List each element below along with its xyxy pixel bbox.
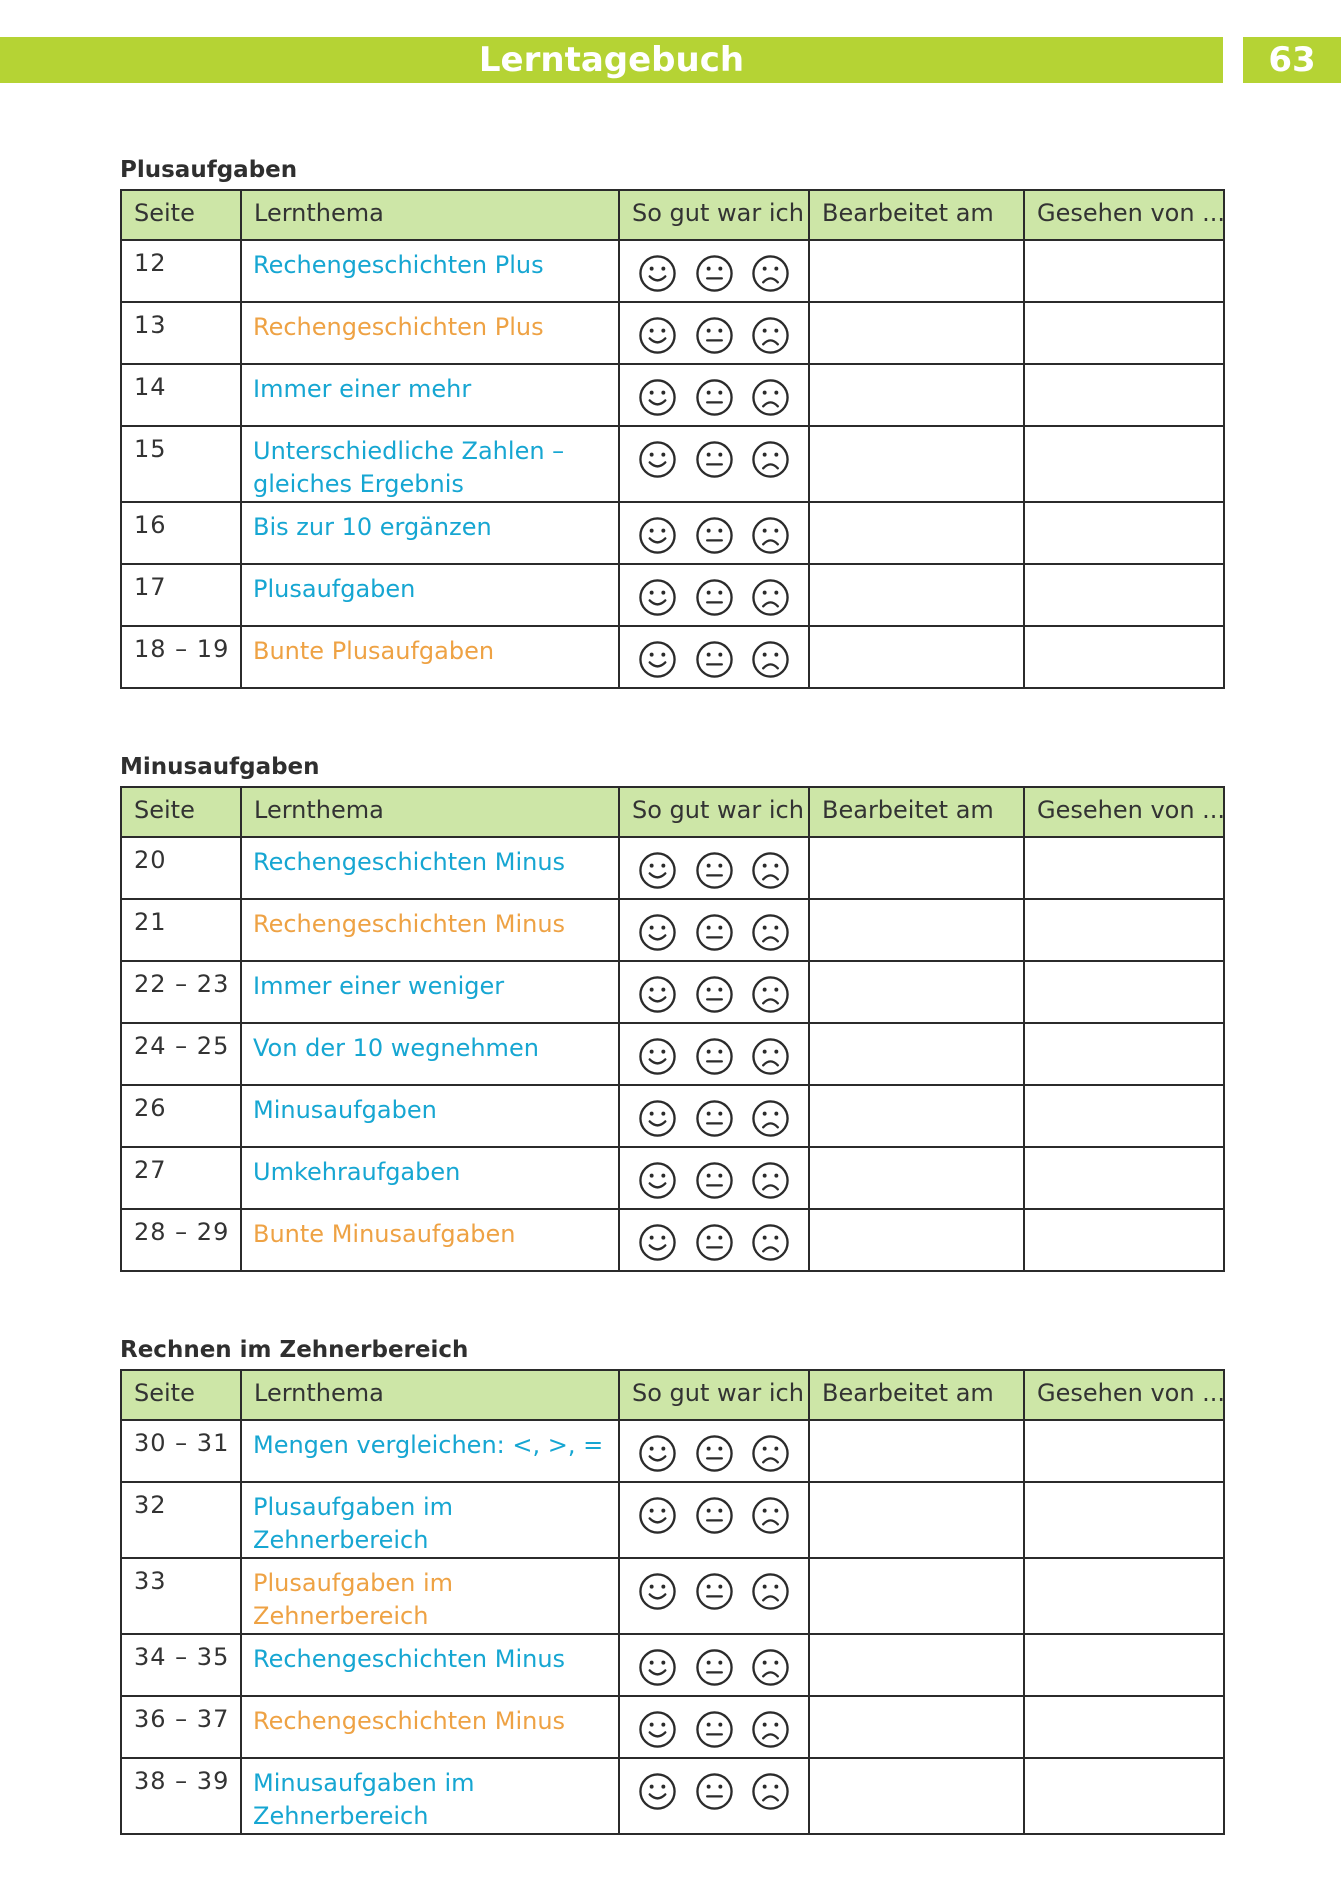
- edited-date-cell[interactable]: [809, 626, 1024, 688]
- topic-cell: Immer einer mehr: [241, 364, 619, 426]
- column-header-rating: So gut war ich: [619, 787, 809, 837]
- topic-cell: Rechengeschichten Plus: [241, 240, 619, 302]
- table-row: [121, 1634, 1224, 1696]
- topic-cell: Immer einer weniger: [241, 961, 619, 1023]
- seen-by-cell[interactable]: [1024, 364, 1224, 426]
- seen-by-cell[interactable]: [1024, 1420, 1224, 1482]
- frowning-face-icon[interactable]: [751, 913, 790, 952]
- smiling-face-icon[interactable]: [638, 1434, 677, 1473]
- column-header-bearbeitet: Bearbeitet am: [809, 1370, 1024, 1420]
- edited-date-cell[interactable]: [809, 899, 1024, 961]
- learning-table-section: [120, 752, 1226, 1272]
- learning-table-section: [120, 1335, 1226, 1835]
- smiling-face-icon[interactable]: [638, 640, 677, 679]
- smiling-face-icon[interactable]: [638, 440, 677, 479]
- table-row: [121, 837, 1224, 899]
- seen-by-cell[interactable]: [1024, 626, 1224, 688]
- frowning-face-icon[interactable]: [751, 378, 790, 417]
- topic-cell: Bunte Minusaufgaben: [241, 1209, 619, 1271]
- frowning-face-icon[interactable]: [751, 1099, 790, 1138]
- table-row: [121, 1558, 1224, 1634]
- edited-date-cell[interactable]: [809, 1147, 1024, 1209]
- rating-faces: [620, 565, 808, 625]
- page-header: [0, 37, 1223, 83]
- rating-cell: [619, 302, 809, 364]
- edited-date-cell[interactable]: [809, 1758, 1024, 1834]
- rating-cell: [619, 899, 809, 961]
- frowning-face-icon[interactable]: [751, 1648, 790, 1687]
- table-row: [121, 961, 1224, 1023]
- rating-cell: [619, 1023, 809, 1085]
- neutral-face-icon[interactable]: [695, 254, 734, 293]
- edited-date-cell[interactable]: [809, 1482, 1024, 1558]
- rating-faces: [620, 1024, 808, 1084]
- seen-by-cell[interactable]: [1024, 1758, 1224, 1834]
- table-row: [121, 1147, 1224, 1209]
- topic-cell: Umkehraufgaben: [241, 1147, 619, 1209]
- frowning-face-icon[interactable]: [751, 254, 790, 293]
- rating-cell: [619, 426, 809, 502]
- table-row: [121, 1023, 1224, 1085]
- smiling-face-icon[interactable]: [638, 1161, 677, 1200]
- seen-by-cell[interactable]: [1024, 502, 1224, 564]
- neutral-face-icon[interactable]: [695, 1648, 734, 1687]
- page-cell: 24 – 25: [121, 1023, 241, 1085]
- page-cell: 13: [121, 302, 241, 364]
- frowning-face-icon[interactable]: [751, 640, 790, 679]
- smiling-face-icon[interactable]: [638, 578, 677, 617]
- rating-faces: [620, 427, 808, 487]
- frowning-face-icon[interactable]: [751, 1037, 790, 1076]
- page-cell: 27: [121, 1147, 241, 1209]
- seen-by-cell[interactable]: [1024, 1023, 1224, 1085]
- rating-cell: [619, 1209, 809, 1271]
- frowning-face-icon[interactable]: [751, 578, 790, 617]
- column-header-seite: Seite: [121, 190, 241, 240]
- edited-date-cell[interactable]: [809, 302, 1024, 364]
- column-header-lernthema: Lernthema: [241, 787, 619, 837]
- frowning-face-icon[interactable]: [751, 1572, 790, 1611]
- seen-by-cell[interactable]: [1024, 1482, 1224, 1558]
- page-number: 63: [1243, 37, 1341, 83]
- frowning-face-icon[interactable]: [751, 1710, 790, 1749]
- smiling-face-icon[interactable]: [638, 1223, 677, 1262]
- neutral-face-icon[interactable]: [695, 640, 734, 679]
- section-title: Rechnen im Zehnerbereich: [120, 1337, 469, 1363]
- topic-cell: Minusaufgaben im Zehnerbereich: [241, 1758, 619, 1834]
- neutral-face-icon[interactable]: [695, 440, 734, 479]
- edited-date-cell[interactable]: [809, 837, 1024, 899]
- seen-by-cell[interactable]: [1024, 961, 1224, 1023]
- table-row: [121, 1482, 1224, 1558]
- seen-by-cell[interactable]: [1024, 837, 1224, 899]
- neutral-face-icon[interactable]: [695, 913, 734, 952]
- edited-date-cell[interactable]: [809, 1558, 1024, 1634]
- topic-cell: Mengen vergleichen: <, >, =: [241, 1420, 619, 1482]
- rating-faces: [620, 365, 808, 425]
- seen-by-cell[interactable]: [1024, 1558, 1224, 1634]
- edited-date-cell[interactable]: [809, 961, 1024, 1023]
- frowning-face-icon[interactable]: [751, 440, 790, 479]
- column-header-rating: So gut war ich: [619, 190, 809, 240]
- topic-cell: Von der 10 wegnehmen: [241, 1023, 619, 1085]
- neutral-face-icon[interactable]: [695, 1496, 734, 1535]
- frowning-face-icon[interactable]: [751, 1161, 790, 1200]
- edited-date-cell[interactable]: [809, 1634, 1024, 1696]
- rating-faces: [620, 241, 808, 301]
- learning-table: [120, 1369, 1225, 1835]
- column-header-bearbeitet: Bearbeitet am: [809, 787, 1024, 837]
- smiling-face-icon[interactable]: [638, 1037, 677, 1076]
- edited-date-cell[interactable]: [809, 426, 1024, 502]
- table-row: [121, 502, 1224, 564]
- neutral-face-icon[interactable]: [695, 1099, 734, 1138]
- neutral-face-icon[interactable]: [695, 1572, 734, 1611]
- column-header-bearbeitet: Bearbeitet am: [809, 190, 1024, 240]
- rating-cell: [619, 564, 809, 626]
- page-cell: 30 – 31: [121, 1420, 241, 1482]
- frowning-face-icon[interactable]: [751, 975, 790, 1014]
- page-cell: 18 – 19: [121, 626, 241, 688]
- table-row: [121, 426, 1224, 502]
- edited-date-cell[interactable]: [809, 564, 1024, 626]
- seen-by-cell[interactable]: [1024, 1147, 1224, 1209]
- topic-cell: Bunte Plusaufgaben: [241, 626, 619, 688]
- rating-faces: [620, 1635, 808, 1695]
- table-row: [121, 1085, 1224, 1147]
- smiling-face-icon[interactable]: [638, 851, 677, 890]
- edited-date-cell[interactable]: [809, 240, 1024, 302]
- learning-table: [120, 786, 1225, 1272]
- rating-faces: [620, 1421, 808, 1481]
- seen-by-cell[interactable]: [1024, 302, 1224, 364]
- rating-faces: [620, 1697, 808, 1757]
- seen-by-cell[interactable]: [1024, 1696, 1224, 1758]
- page-cell: 28 – 29: [121, 1209, 241, 1271]
- rating-cell: [619, 502, 809, 564]
- page-cell: 16: [121, 502, 241, 564]
- table-row: [121, 1696, 1224, 1758]
- neutral-face-icon[interactable]: [695, 1161, 734, 1200]
- frowning-face-icon[interactable]: [751, 1223, 790, 1262]
- topic-cell: Plusaufgaben: [241, 564, 619, 626]
- learning-table-section: [120, 155, 1226, 689]
- table-row: [121, 564, 1224, 626]
- rating-cell: [619, 1558, 809, 1634]
- topic-cell: Rechengeschichten Minus: [241, 837, 619, 899]
- rating-faces: [620, 503, 808, 563]
- neutral-face-icon[interactable]: [695, 1710, 734, 1749]
- frowning-face-icon[interactable]: [751, 1772, 790, 1811]
- rating-faces: [620, 838, 808, 898]
- frowning-face-icon[interactable]: [751, 1496, 790, 1535]
- topic-cell: Plusaufgaben im Zehnerbereich: [241, 1482, 619, 1558]
- table-header-row: [121, 190, 1224, 240]
- rating-cell: [619, 1085, 809, 1147]
- table-row: [121, 1209, 1224, 1271]
- page-cell: 34 – 35: [121, 1634, 241, 1696]
- frowning-face-icon[interactable]: [751, 316, 790, 355]
- learning-table: [120, 189, 1225, 689]
- seen-by-cell[interactable]: [1024, 426, 1224, 502]
- neutral-face-icon[interactable]: [695, 316, 734, 355]
- page-cell: 12: [121, 240, 241, 302]
- column-header-gesehen: Gesehen von ...: [1024, 190, 1224, 240]
- smiling-face-icon[interactable]: [638, 1648, 677, 1687]
- topic-cell: Rechengeschichten Minus: [241, 1696, 619, 1758]
- rating-cell: [619, 626, 809, 688]
- edited-date-cell[interactable]: [809, 1420, 1024, 1482]
- smiling-face-icon[interactable]: [638, 913, 677, 952]
- neutral-face-icon[interactable]: [695, 975, 734, 1014]
- rating-faces: [620, 1559, 808, 1619]
- seen-by-cell[interactable]: [1024, 1634, 1224, 1696]
- rating-faces: [620, 1148, 808, 1208]
- smiling-face-icon[interactable]: [638, 516, 677, 555]
- rating-cell: [619, 364, 809, 426]
- rating-cell: [619, 1634, 809, 1696]
- rating-cell: [619, 240, 809, 302]
- rating-faces: [620, 900, 808, 960]
- page-cell: 38 – 39: [121, 1758, 241, 1834]
- column-header-lernthema: Lernthema: [241, 1370, 619, 1420]
- seen-by-cell[interactable]: [1024, 899, 1224, 961]
- neutral-face-icon[interactable]: [695, 516, 734, 555]
- neutral-face-icon[interactable]: [695, 578, 734, 617]
- topic-cell: Rechengeschichten Minus: [241, 899, 619, 961]
- page-cell: 22 – 23: [121, 961, 241, 1023]
- frowning-face-icon[interactable]: [751, 1434, 790, 1473]
- page-cell: 17: [121, 564, 241, 626]
- topic-cell: Rechengeschichten Minus: [241, 1634, 619, 1696]
- rating-faces: [620, 1483, 808, 1543]
- page-cell: 36 – 37: [121, 1696, 241, 1758]
- neutral-face-icon[interactable]: [695, 851, 734, 890]
- rating-cell: [619, 1758, 809, 1834]
- table-row: [121, 302, 1224, 364]
- topic-cell: Plusaufgaben im Zehnerbereich: [241, 1558, 619, 1634]
- table-row: [121, 364, 1224, 426]
- table-row: [121, 240, 1224, 302]
- page-cell: 20: [121, 837, 241, 899]
- table-header-row: [121, 787, 1224, 837]
- neutral-face-icon[interactable]: [695, 1772, 734, 1811]
- table-row: [121, 899, 1224, 961]
- neutral-face-icon[interactable]: [695, 1223, 734, 1262]
- neutral-face-icon[interactable]: [695, 1434, 734, 1473]
- frowning-face-icon[interactable]: [751, 516, 790, 555]
- column-header-rating: So gut war ich: [619, 1370, 809, 1420]
- rating-faces: [620, 303, 808, 363]
- table-row: [121, 1758, 1224, 1834]
- seen-by-cell[interactable]: [1024, 564, 1224, 626]
- rating-faces: [620, 627, 808, 687]
- page-cell: 33: [121, 1558, 241, 1634]
- page-cell: 14: [121, 364, 241, 426]
- seen-by-cell[interactable]: [1024, 1209, 1224, 1271]
- topic-cell: Unterschiedliche Zahlen – gleiches Ergebnis: [241, 426, 619, 502]
- rating-cell: [619, 1482, 809, 1558]
- topic-cell: Minusaufgaben: [241, 1085, 619, 1147]
- column-header-gesehen: Gesehen von ...: [1024, 1370, 1224, 1420]
- smiling-face-icon[interactable]: [638, 254, 677, 293]
- edited-date-cell[interactable]: [809, 1696, 1024, 1758]
- smiling-face-icon[interactable]: [638, 1710, 677, 1749]
- page-cell: 26: [121, 1085, 241, 1147]
- rating-faces: [620, 962, 808, 1022]
- column-header-seite: Seite: [121, 1370, 241, 1420]
- rating-cell: [619, 961, 809, 1023]
- seen-by-cell[interactable]: [1024, 1085, 1224, 1147]
- edited-date-cell[interactable]: [809, 364, 1024, 426]
- rating-cell: [619, 837, 809, 899]
- rating-faces: [620, 1759, 808, 1819]
- neutral-face-icon[interactable]: [695, 1037, 734, 1076]
- neutral-face-icon[interactable]: [695, 378, 734, 417]
- rating-cell: [619, 1420, 809, 1482]
- smiling-face-icon[interactable]: [638, 378, 677, 417]
- rating-faces: [620, 1210, 808, 1270]
- edited-date-cell[interactable]: [809, 1085, 1024, 1147]
- smiling-face-icon[interactable]: [638, 1572, 677, 1611]
- rating-faces: [620, 1086, 808, 1146]
- edited-date-cell[interactable]: [809, 502, 1024, 564]
- table-header-row: [121, 1370, 1224, 1420]
- smiling-face-icon[interactable]: [638, 316, 677, 355]
- topic-cell: Bis zur 10 ergänzen: [241, 502, 619, 564]
- seen-by-cell[interactable]: [1024, 240, 1224, 302]
- rating-cell: [619, 1147, 809, 1209]
- edited-date-cell[interactable]: [809, 1023, 1024, 1085]
- table-row: [121, 626, 1224, 688]
- section-title: Minusaufgaben: [120, 754, 320, 780]
- smiling-face-icon[interactable]: [638, 1496, 677, 1535]
- smiling-face-icon[interactable]: [638, 975, 677, 1014]
- page-cell: 21: [121, 899, 241, 961]
- column-header-lernthema: Lernthema: [241, 190, 619, 240]
- topic-cell: Rechengeschichten Plus: [241, 302, 619, 364]
- frowning-face-icon[interactable]: [751, 851, 790, 890]
- section-title: Plusaufgaben: [120, 157, 298, 183]
- edited-date-cell[interactable]: [809, 1209, 1024, 1271]
- smiling-face-icon[interactable]: [638, 1772, 677, 1811]
- table-row: [121, 1420, 1224, 1482]
- smiling-face-icon[interactable]: [638, 1099, 677, 1138]
- rating-cell: [619, 1696, 809, 1758]
- header-title: Lerntagebuch: [478, 40, 745, 80]
- page-cell: 32: [121, 1482, 241, 1558]
- page-cell: 15: [121, 426, 241, 502]
- column-header-seite: Seite: [121, 787, 241, 837]
- column-header-gesehen: Gesehen von ...: [1024, 787, 1224, 837]
